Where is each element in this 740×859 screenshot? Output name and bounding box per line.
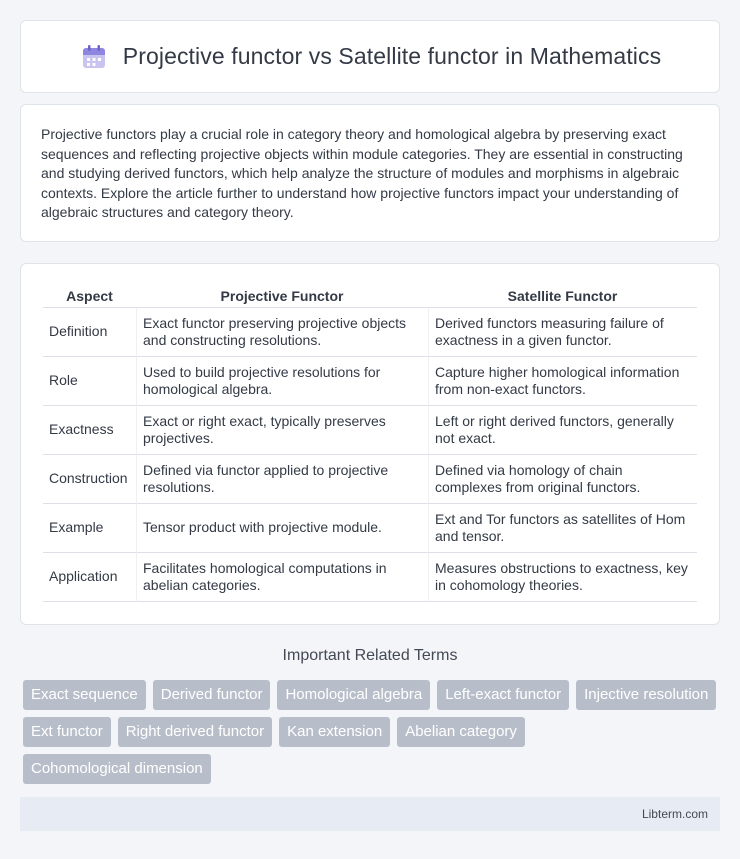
row-satellite: Left or right derived functors, generally not exact. — [428, 406, 697, 455]
footer-brand[interactable]: Libterm.com — [641, 807, 708, 821]
table-row — [43, 455, 697, 504]
intro-card — [20, 104, 720, 242]
row-aspect: Exactness — [43, 406, 136, 455]
table-row — [43, 357, 697, 406]
row-aspect: Role — [43, 357, 136, 406]
row-satellite: Ext and Tor functors as satellites of Hom and tensor. — [428, 504, 697, 553]
row-aspect: Example — [43, 504, 136, 553]
footer — [20, 797, 720, 831]
row-projective: Defined via functor applied to projective resolutions. — [136, 455, 428, 504]
header-projective: Projective Functor — [136, 284, 428, 308]
row-projective: Facilitates homological computations in abelian categories. — [136, 553, 428, 602]
comparison-table-card — [20, 263, 720, 625]
related-term-tag[interactable]: Ext functor — [23, 717, 111, 747]
row-projective: Tensor product with projective module. — [136, 504, 428, 553]
row-projective: Used to build projective resolutions for homological algebra. — [136, 357, 428, 406]
row-projective: Exact or right exact, typically preserves projectives. — [136, 406, 428, 455]
table-row — [43, 406, 697, 455]
row-satellite: Defined via homology of chain complexes from original functors. — [428, 455, 697, 504]
title-card — [20, 20, 720, 93]
header-aspect: Aspect — [43, 284, 136, 308]
table-row — [43, 504, 697, 553]
related-terms-title: Important Related Terms — [282, 647, 458, 664]
table-header-row — [43, 284, 697, 308]
related-term-tag[interactable]: Abelian category — [397, 717, 525, 747]
calendar-icon — [79, 42, 109, 72]
row-aspect: Application — [43, 553, 136, 602]
comparison-table — [43, 284, 697, 602]
row-satellite: Measures obstructions to exactness, key in cohomology theories. — [428, 553, 697, 602]
related-terms-list — [20, 680, 720, 784]
row-satellite: Derived functors measuring failure of exactness in a given functor. — [428, 308, 697, 357]
related-term-tag[interactable]: Exact sequence — [23, 680, 146, 710]
related-term-tag[interactable]: Cohomological dimension — [23, 754, 211, 784]
row-satellite: Capture higher homological information from non-exact functors. — [428, 357, 697, 406]
related-term-tag[interactable]: Homological algebra — [277, 680, 430, 710]
intro-text: Projective functors play a crucial role in category theory and homological algebra by preserving exact sequences and reflecting projective objects within module categories. They are essential in constructing and studying derived functors, which help analyze the structure of modules and morphisms in algebraic contexts. Explore the article further to understand how projective functors impact your understanding of algebraic structures and category theory. — [41, 126, 683, 221]
row-aspect: Definition — [43, 308, 136, 357]
related-term-tag[interactable]: Kan extension — [279, 717, 390, 747]
table-row — [43, 308, 697, 357]
header-satellite: Satellite Functor — [428, 284, 697, 308]
row-aspect: Construction — [43, 455, 136, 504]
related-term-tag[interactable]: Injective resolution — [576, 680, 716, 710]
related-term-tag[interactable]: Derived functor — [153, 680, 271, 710]
row-projective: Exact functor preserving projective objects and constructing resolutions. — [136, 308, 428, 357]
related-term-tag[interactable]: Left-exact functor — [437, 680, 569, 710]
table-row — [43, 553, 697, 602]
related-term-tag[interactable]: Right derived functor — [118, 717, 272, 747]
page-title: Projective functor vs Satellite functor in Mathematics — [122, 43, 662, 69]
